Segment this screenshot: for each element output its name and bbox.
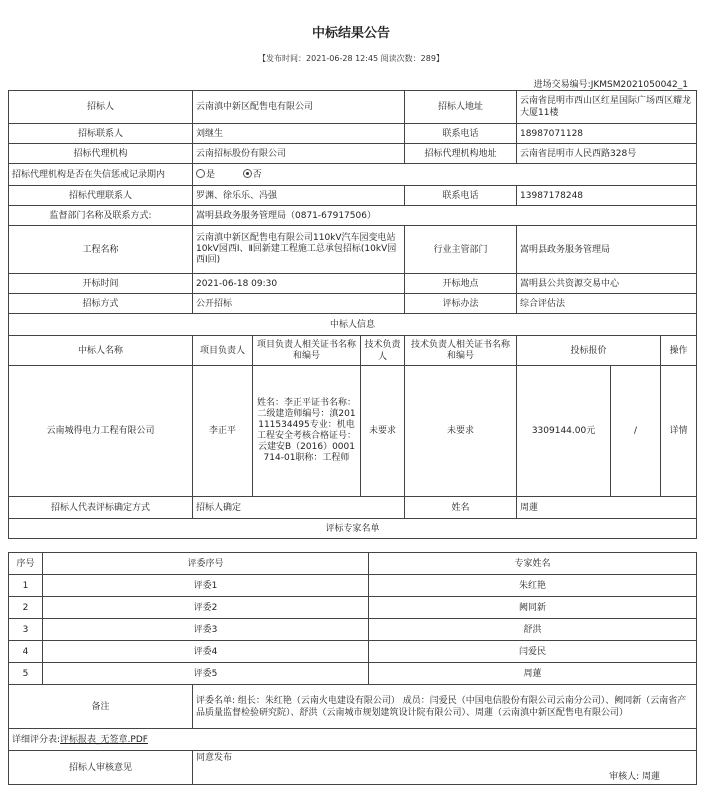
supervisor-label: 监督部门名称及联系方式: <box>9 206 193 226</box>
price-header: 投标报价 <box>517 336 661 366</box>
agency-contact-value: 罗渊、徐乐乐、冯强 <box>193 186 405 206</box>
expert-no: 4 <box>9 641 43 663</box>
experts-table <box>8 552 697 685</box>
contact-value: 刘继生 <box>193 124 405 144</box>
tenderer-addr-label: 招标人地址 <box>405 91 517 124</box>
confirm-name-label: 姓名 <box>405 497 517 519</box>
detail-file-row <box>9 729 697 751</box>
open-time-value: 2021-06-18 09:30 <box>193 274 405 294</box>
tenderer-value: 云南滇中新区配售电有限公司 <box>193 91 405 124</box>
confirm-name-value: 周蓮 <box>517 497 697 519</box>
agency-contact-label: 招标代理联系人 <box>9 186 193 206</box>
method-label: 招标方式 <box>9 294 193 314</box>
eval-value: 综合评估法 <box>517 294 697 314</box>
winner-price: 3309144.00元 <box>517 366 611 497</box>
expert-seq: 评委3 <box>43 619 369 641</box>
experts-seq-header: 评委序号 <box>43 553 369 575</box>
table-row <box>9 641 697 663</box>
tenderer-label: 招标人 <box>9 91 193 124</box>
expert-name: 周蓮 <box>369 663 697 685</box>
open-place-value: 嵩明县公共资源交易中心 <box>517 274 697 294</box>
page-title: 中标结果公告 <box>311 26 390 41</box>
contact-label: 招标联系人 <box>9 124 193 144</box>
announcement-table <box>8 90 697 539</box>
open-time-label: 开标时间 <box>9 274 193 294</box>
expert-seq: 评委4 <box>43 641 369 663</box>
winner-tech-cert: 未要求 <box>405 366 517 497</box>
winner-tech: 未要求 <box>361 366 405 497</box>
method-value: 公开招标 <box>193 294 405 314</box>
radio-yes[interactable]: 是 <box>196 170 215 180</box>
review-label: 招标人审核意见 <box>9 751 193 785</box>
industry-value: 嵩明县政务服务管理局 <box>517 226 697 274</box>
agency-value: 云南招标股份有限公司 <box>193 144 405 164</box>
remarks-table <box>8 684 697 785</box>
table-row <box>9 663 697 685</box>
experts-name-header: 专家姓名 <box>369 553 697 575</box>
expert-seq: 评委2 <box>43 597 369 619</box>
blacklist-label: 招标代理机构是否在失信惩戒记录期内 <box>9 164 193 186</box>
tech-header: 技术负责人 <box>361 336 405 366</box>
expert-no: 3 <box>9 619 43 641</box>
open-place-label: 开标地点 <box>405 274 517 294</box>
winner-pm-cert: 姓名：李正平证书名称：二级建造师编号：滇201111534495专业：机电工程安全考核合格证号：云建安B（2016）0001714-01职称：工程师 <box>253 366 361 497</box>
winner-name-header: 中标人名称 <box>9 336 193 366</box>
expert-seq: 评委1 <box>43 575 369 597</box>
radio-no-icon <box>243 169 252 178</box>
expert-name: 朱红艳 <box>369 575 697 597</box>
publish-meta: 【发布时间：2021-06-28 12:45 阅读次数：289】 <box>258 54 444 63</box>
review-value: 同意发布 <box>196 753 233 763</box>
phone-value: 18987071128 <box>517 124 697 144</box>
agency-addr-label: 招标代理机构地址 <box>405 144 517 164</box>
expert-no: 5 <box>9 663 43 685</box>
expert-name: 阙同新 <box>369 597 697 619</box>
reviewer-label: 审核人: <box>609 772 640 782</box>
expert-no: 2 <box>9 597 43 619</box>
agency-phone-label: 联系电话 <box>405 186 517 206</box>
remarks-label: 备注 <box>9 685 193 729</box>
project-value: 云南滇中新区配售电有限公司110kV汽车园变电站10kV园西Ⅰ、Ⅱ回新建工程施工总承包招标(10kV园西Ⅰ回) <box>193 226 405 274</box>
trade-number: 进场交易编号:JKMSM2021050042_1 <box>533 80 688 90</box>
agency-addr-value: 云南省昆明市人民西路328号 <box>517 144 697 164</box>
tenderer-addr-value: 云南省昆明市西山区红星国际广场西区耀龙大厦11楼 <box>517 91 697 124</box>
radio-yes-icon <box>196 169 205 178</box>
eval-label: 评标办法 <box>405 294 517 314</box>
table-row <box>9 619 697 641</box>
winner-pm: 李正平 <box>193 366 253 497</box>
experts-no-header: 序号 <box>9 553 43 575</box>
expert-name: 闫爱民 <box>369 641 697 663</box>
experts-title: 评标专家名单 <box>9 519 697 539</box>
detail-file-link[interactable]: 评标报表_无签章.PDF <box>60 734 148 745</box>
reviewer-value: 周蓮 <box>641 772 660 782</box>
detail-file-label: 详细评分表: <box>12 734 61 745</box>
table-row <box>9 597 697 619</box>
tech-cert-header: 技术负责人相关证书名称和编号 <box>405 336 517 366</box>
confirm-label: 招标人代表评标确定方式 <box>9 497 193 519</box>
blacklist-options <box>193 164 697 186</box>
table-row <box>9 575 697 597</box>
remarks-value: 评委名单: 组长：朱红艳（云南火电建设有限公司） 成员：闫爱民（中国电信股份有限公司云南分公司）、阙同新（云南省产品质量监督检验研究院）、舒洪（云南城市规划建筑设计院有限公司）、周蓮（云南滇中新区配售电有限公司） <box>193 685 697 729</box>
industry-label: 行业主管部门 <box>405 226 517 274</box>
table-row <box>9 366 697 497</box>
expert-seq: 评委5 <box>43 663 369 685</box>
expert-no: 1 <box>9 575 43 597</box>
pm-header: 项目负责人 <box>193 336 253 366</box>
detail-link[interactable]: 详情 <box>661 366 697 497</box>
project-label: 工程名称 <box>9 226 193 274</box>
op-header: 操作 <box>661 336 697 366</box>
agency-label: 招标代理机构 <box>9 144 193 164</box>
winner-slash: / <box>611 366 661 497</box>
review-cell <box>193 751 697 785</box>
expert-name: 舒洪 <box>369 619 697 641</box>
supervisor-value: 嵩明县政务服务管理局（0871-67917506） <box>193 206 697 226</box>
confirm-value: 招标人确定 <box>193 497 405 519</box>
agency-phone-value: 13987178248 <box>517 186 697 206</box>
winner-name: 云南城得电力工程有限公司 <box>9 366 193 497</box>
phone-label: 联系电话 <box>405 124 517 144</box>
radio-no[interactable]: 否 <box>243 170 262 180</box>
pm-cert-header: 项目负责人相关证书名称和编号 <box>253 336 361 366</box>
winner-section-title: 中标人信息 <box>9 314 697 336</box>
